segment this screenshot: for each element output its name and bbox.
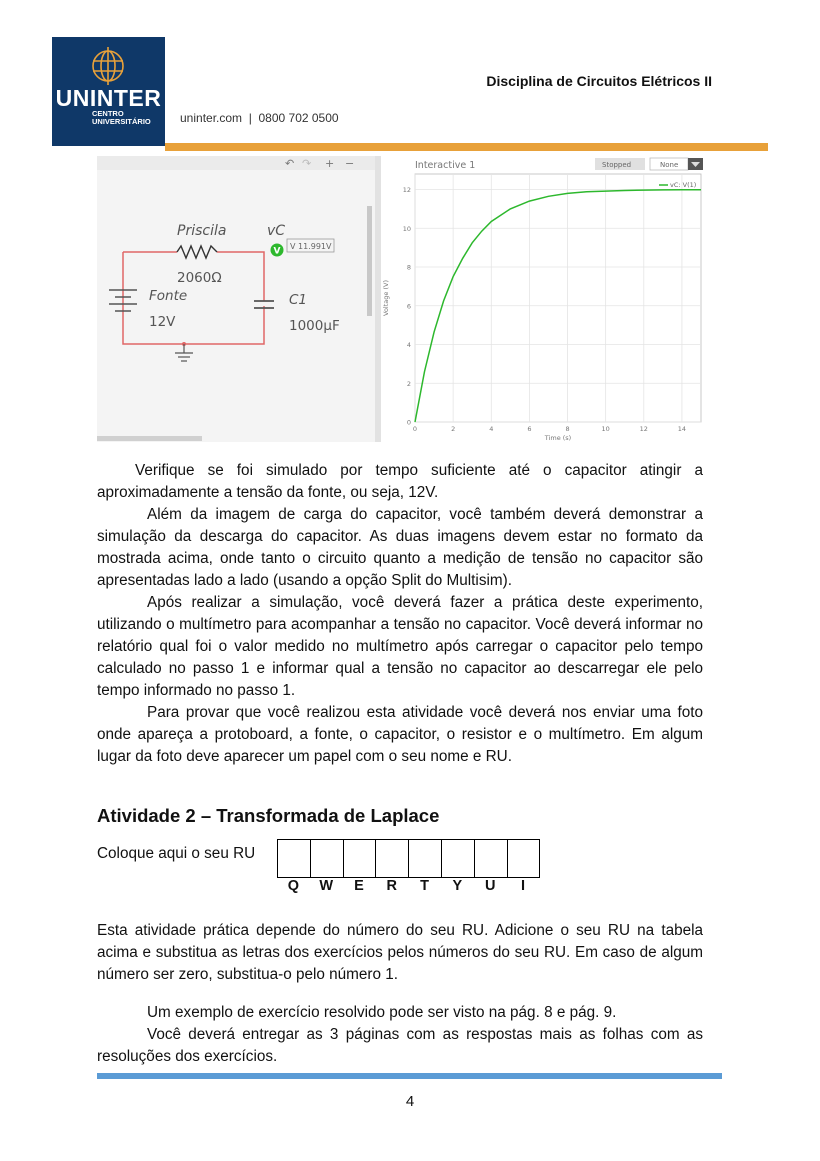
- x-tick-label: 6: [527, 425, 532, 433]
- body-paragraphs-1: [97, 460, 703, 768]
- source-value: 12V: [149, 314, 176, 330]
- paragraph-2: Além da imagem de carga do capacitor, você também deverá demonstrar a simulação da descarga do capacitor. As duas imagens devem estar no formato da mostrada acima, onde tanto o circuito quanto a medição de tensão no capacitor são apresentadas lado a lado (usando a opção Split do Multisim).: [97, 506, 703, 589]
- paragraph-6: Um exemplo de exercício resolvido pode ser visto na pág. 8 e pág. 9.: [147, 1004, 617, 1021]
- paragraph-7: Você deverá entregar as 3 páginas com as respostas mais as folhas com as resoluções dos exercícios.: [97, 1026, 703, 1065]
- ru-letter: I: [520, 878, 525, 894]
- y-axis-label: Voltage (V): [382, 280, 390, 316]
- source-name: Fonte: [149, 288, 188, 304]
- header-accent-bar: [165, 143, 768, 151]
- brand-sub-line-2: UNIVERSITÁRIO: [92, 117, 151, 126]
- x-tick-label: 10: [601, 425, 610, 433]
- x-tick-label: 8: [565, 425, 570, 433]
- x-tick-label: 0: [412, 425, 418, 433]
- ru-letter: U: [484, 878, 496, 894]
- paragraph-1: Verifique se foi simulado por tempo suficiente até o capacitor atingir a aproximadamente a tensão da fonte, ou seja, 12V.: [97, 462, 703, 501]
- ru-cell[interactable]: [343, 840, 376, 878]
- legend-label: vC: V(1): [670, 181, 697, 189]
- body-paragraphs-2: [97, 920, 703, 986]
- capacitor-name: C1: [289, 292, 308, 308]
- circuit-hscrollbar[interactable]: [97, 436, 202, 441]
- course-title: Disciplina de Circuitos Elétricos II: [486, 73, 712, 89]
- ru-cell[interactable]: [409, 840, 442, 878]
- brand-subtitle: [92, 110, 151, 126]
- page-number: 4: [405, 1093, 415, 1110]
- y-tick-label: 12: [402, 186, 411, 194]
- panel-title: Interactive 1: [415, 160, 476, 171]
- footer-bar: [97, 1073, 722, 1079]
- simulation-figure: [97, 156, 703, 442]
- x-tick-label: 14: [677, 425, 687, 433]
- brand-name: UNINTER: [55, 85, 162, 111]
- y-tick-label: 0: [406, 418, 411, 427]
- x-tick-label: 12: [639, 425, 648, 433]
- resistor-name: Priscila: [177, 223, 227, 239]
- undo-icon[interactable]: ↶: [285, 157, 295, 170]
- paragraph-5: Esta atividade prática depende do número do seu RU. Adicione o seu RU na tabela acima e substitua as letras dos exercícios pelos números do seu RU. Em caso de algum número ser zero, substitua-o pelo número 1.: [97, 922, 703, 983]
- ru-cell[interactable]: [310, 840, 343, 878]
- brand-sub-line-1: CENTRO: [92, 109, 124, 118]
- zoom-in-icon[interactable]: +: [325, 157, 335, 170]
- x-tick-label: 2: [451, 425, 456, 433]
- ru-letters-row: [277, 878, 539, 894]
- y-tick-label: 8: [406, 263, 411, 272]
- probe-letter: V: [273, 246, 281, 257]
- ru-letter: T: [420, 878, 430, 894]
- y-tick-label: 2: [406, 379, 411, 388]
- y-tick-label: 10: [402, 224, 411, 233]
- redo-icon[interactable]: ↷: [302, 157, 312, 170]
- contact-info: uninter.com | 0800 702 0500: [180, 111, 339, 125]
- ru-letter: R: [386, 878, 398, 894]
- uninter-logo: [52, 37, 165, 146]
- ru-cell[interactable]: [376, 840, 409, 878]
- ru-cell[interactable]: [278, 840, 311, 878]
- ru-letter: W: [319, 878, 334, 894]
- paragraph-4: Para provar que você realizou esta atividade você deverá nos enviar uma foto onde apareça a protoboard, a fonte, o capacitor, o resistor e o multímetro. Em algum lugar da foto deve aparecer um papel com o seu nome e RU.: [97, 704, 703, 765]
- ru-letter: E: [354, 878, 364, 894]
- ru-letter: Y: [452, 878, 463, 894]
- ru-label: Coloque aqui o seu RU: [97, 845, 256, 862]
- x-tick-label: 4: [489, 425, 494, 433]
- probe-name: vC: [267, 223, 286, 239]
- y-tick-label: 6: [406, 302, 411, 311]
- status-text: Stopped: [602, 161, 632, 169]
- section-heading: Atividade 2 – Transformada de Laplace: [97, 805, 440, 826]
- zoom-out-icon[interactable]: −: [345, 157, 355, 170]
- ru-input-table: [277, 839, 540, 878]
- body-paragraphs-3: [97, 1002, 703, 1068]
- x-axis-label: Time (s): [544, 434, 572, 442]
- paragraph-3: Após realizar a simulação, você deverá fazer a prática deste experimento, utilizando o multímetro para acompanhar a tensão no capacitor. Você deverá informar no relatório qual foi o valor medido no multímetro após carregar o capacitor pelo tempo calculado no passo 1 e informar qual a tensão no capacitor ao descarregar ele pelo tempo informado no passo 1.: [97, 594, 703, 699]
- circuit-scrollbar[interactable]: [367, 206, 372, 316]
- ru-cell[interactable]: [474, 840, 507, 878]
- globe-icon: [52, 37, 165, 87]
- ru-letter: Q: [287, 878, 300, 894]
- capacitor-value: 1000µF: [289, 318, 340, 334]
- mode-select-value: None: [660, 161, 679, 169]
- ru-cell[interactable]: [507, 840, 540, 878]
- y-tick-label: 4: [406, 341, 411, 349]
- probe-reading: V 11.991V: [290, 242, 332, 251]
- ru-cell[interactable]: [441, 840, 474, 878]
- resistor-value: 2060Ω: [177, 270, 222, 286]
- simulation-canvas: [97, 156, 703, 442]
